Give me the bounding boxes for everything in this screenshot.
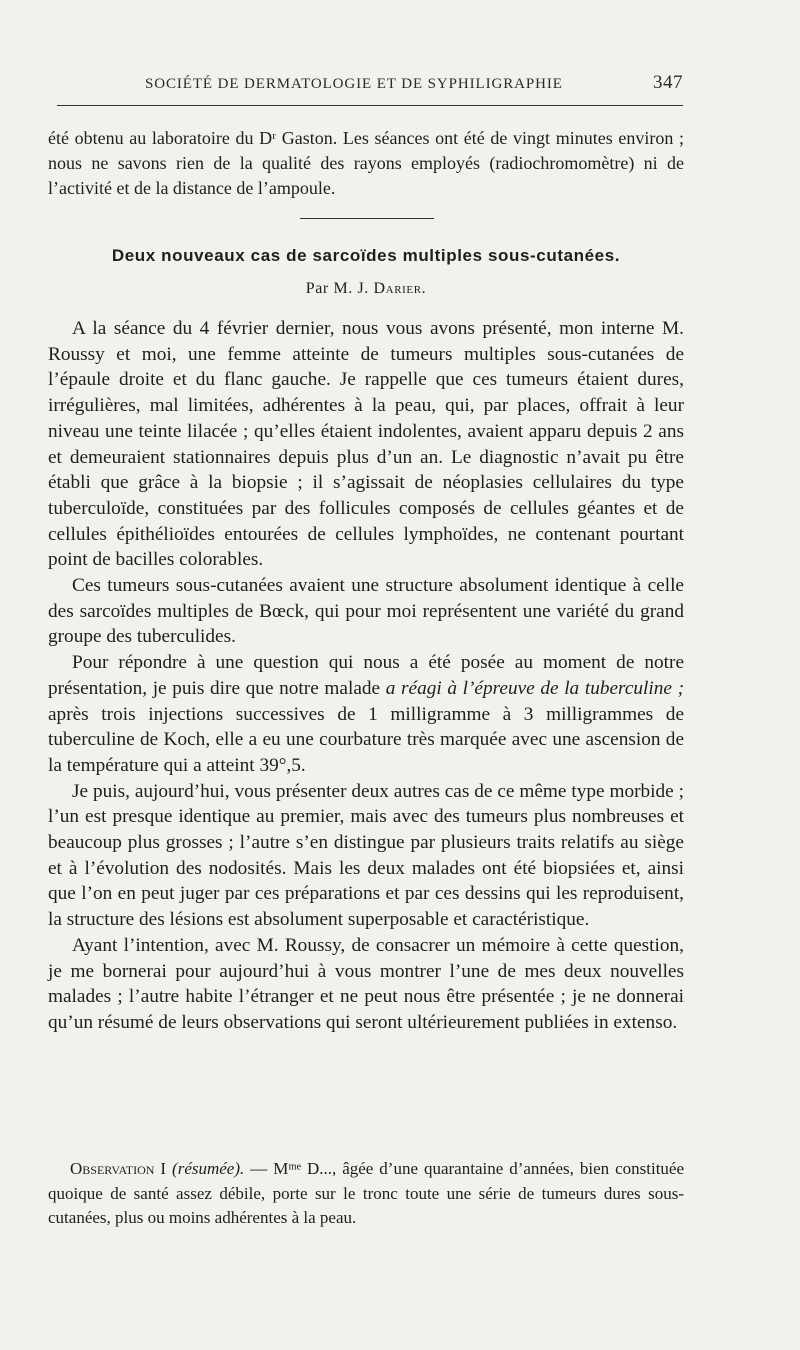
byline-author: Darier. [373, 280, 427, 297]
observation-block [48, 1157, 684, 1231]
paragraph-3-start: Pour répondre à une question qui nous a été posée au moment de notre présentation, je puis dire que notre malade [48, 652, 684, 699]
byline-prefix: Par M. J. [305, 280, 369, 297]
page-number: 347 [653, 72, 683, 93]
paragraph-3-end: après trois injections successives de 1 milligramme à 3 milligrammes de tuberculine de Koch, elle a eu une courbature très marquée avec une ascension de la température qui a atteint 39°,5. [48, 703, 684, 776]
paragraph-3-italic: a réagi à l’épreuve de la tuberculine ; [385, 677, 684, 699]
paragraph-2: Ces tumeurs sous-cutanées avaient une structure absolument identique à celle des sarcoïdes multiples de Bœck, qui pour moi représentent une variété du grand groupe des tuberculides. [48, 575, 684, 648]
observation-label: Observation I [70, 1159, 167, 1178]
header-rule [57, 105, 683, 106]
observation-paragraph [48, 1157, 684, 1231]
paragraph-4: Je puis, aujourd’hui, vous présenter deux autres cas de ce même type morbide ; l’un est presque identique au premier, mais avec des tumeurs plus nombreuses et beaucoup plus grosses ; l’autre s’en distingue par plusieurs traits relatifs au siège et à l’évolution des nodosités. Mais les deux malades ont été biopsiées et, ainsi que l’on en peut juger par ces préparations et par ces dessins qui les reproduisent, la structure des lésions est absolument superposable et caractéristique. [48, 780, 684, 931]
running-head [145, 72, 683, 94]
intro-paragraph: été obtenu au laboratoire du Dʳ Gaston. Les séances ont été de vingt minutes environ ; nous ne savons rien de la qualité des rayons employés (radiochromomètre) ni de l’activité et de la distance de l’ampoule. [48, 128, 684, 198]
running-head-title: SOCIÉTÉ DE DERMATOLOGIE ET DE SYPHILIGRAPHIE [145, 76, 563, 92]
observation-qualifier: (résumée). [172, 1159, 245, 1178]
intro-paragraph-block [48, 126, 684, 201]
article-title: Deux nouveaux cas de sarcoïdes multiples sous-cutanées. [111, 246, 621, 265]
observation-text: — Mᵐᵉ D..., âgée d’une quarantaine d’années, bien constituée quoique de santé assez débile, porte sur le tronc toute une série de tumeurs dures sous-cutanées, plus ou moins adhérentes à la peau. [48, 1159, 685, 1227]
article-body [48, 316, 684, 1036]
section-separator [300, 218, 434, 219]
article-byline [48, 280, 684, 298]
paragraph-1: A la séance du 4 février dernier, nous vous avons présenté, mon interne M. Roussy et moi, une femme atteinte de tumeurs multiples sous-cutanées de l’épaule droite et du flanc gauche. Je rappelle que ces tumeurs étaient dures, irrégulières, mal limitées, adhérentes à la peau, qui, par places, offrait à leur niveau une teinte lilacée ; qu’elles étaient indolentes, avaient apparu depuis 2 ans et demeuraient stationnaires depuis plus d’un an. Le diagnostic n’avait pu être établi que grâce à la biopsie ; il s’agissait de néoplasies cellulaires du type tuberculoïde, constituées par des follicules composés de cellules géantes et de cellules épithélioïdes entourées de cellules lymphoïdes, ne contenant pourtant point de bacilles colorables. [48, 318, 684, 571]
paragraph-5: Ayant l’intention, avec M. Roussy, de consacrer un mémoire à cette question, je me bornerai pour aujourd’hui à vous montrer l’une de mes deux nouvelles malades ; l’autre habite l’étranger et ne peut nous être présentée ; je ne donnerai qu’un résumé de leurs observations qui seront ultérieurement publiées in extenso. [48, 934, 684, 1033]
paragraph-3 [48, 650, 684, 779]
